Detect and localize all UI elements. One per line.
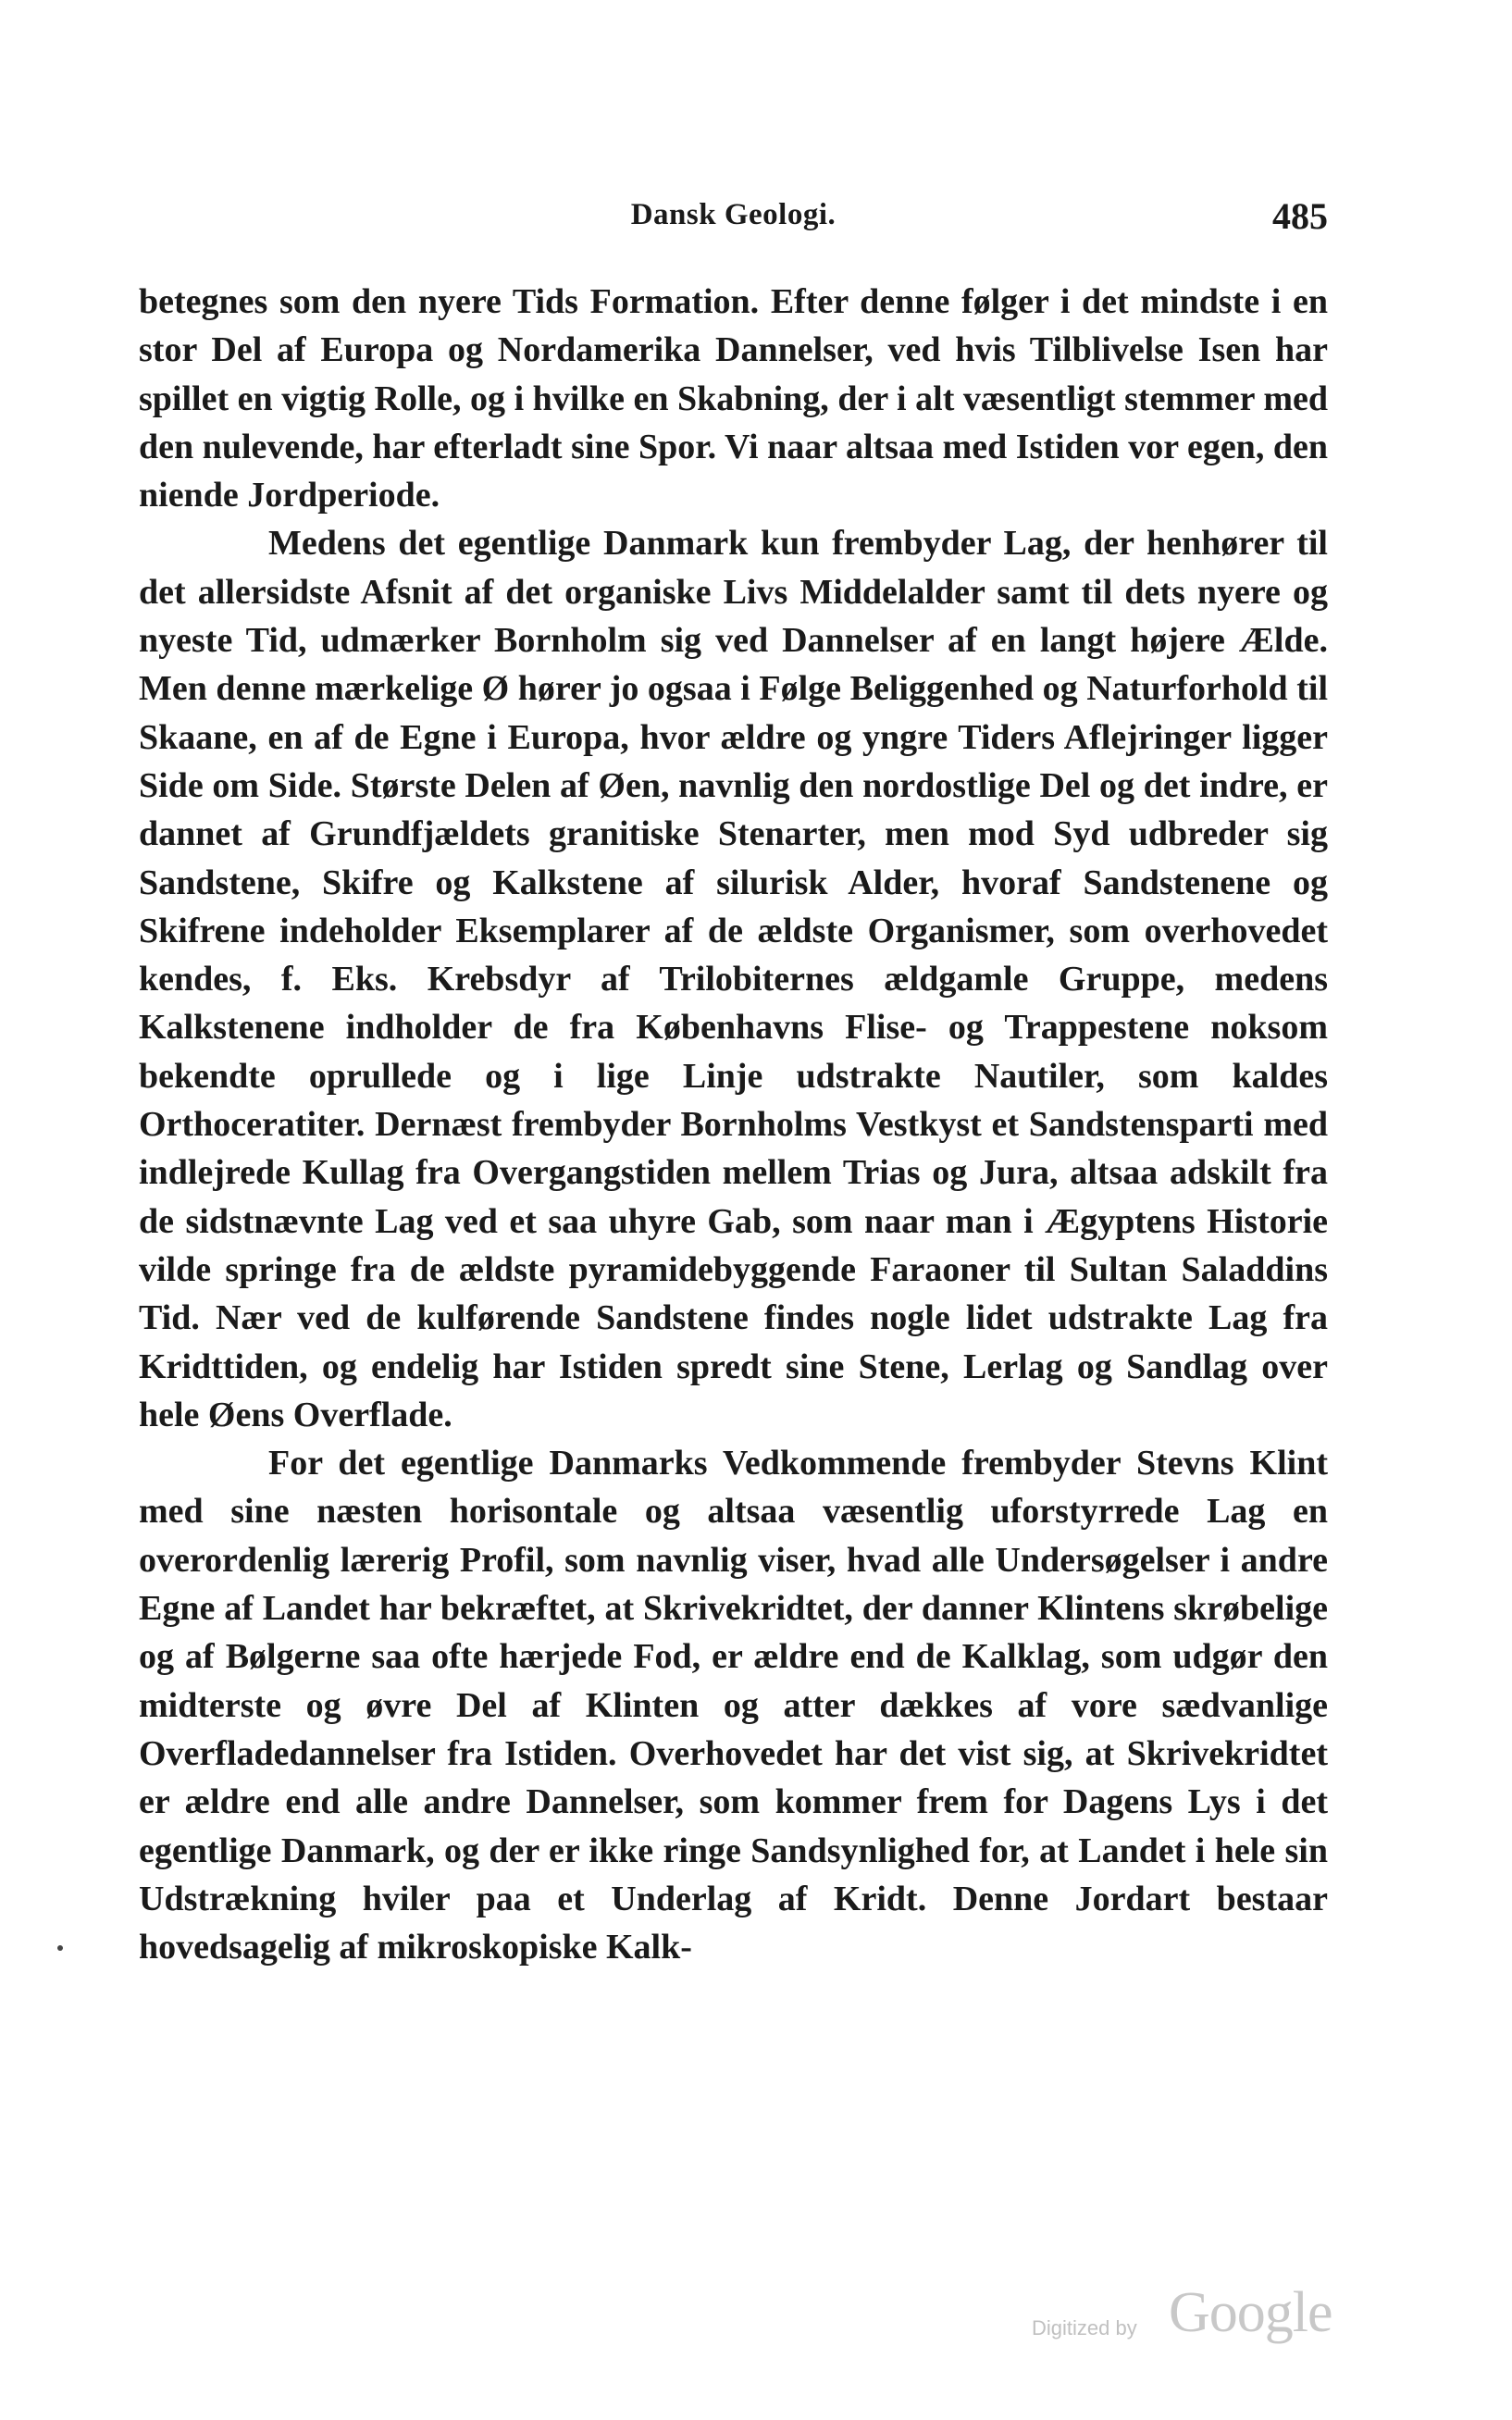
margin-dot-mark xyxy=(57,1945,63,1951)
google-logo: Google xyxy=(1169,2281,1332,2344)
digitized-by-label: Digitized by xyxy=(1032,2316,1137,2339)
running-title: Dansk Geologi. xyxy=(630,198,837,231)
paragraph-3: For det egentlige Danmarks Vedkommende frembyder Stevns Klint med sine næsten horisontale og altsaa væsentlig uforstyrrede Lag en overordenlig lærerig Profil, som navnlig viser, hvad alle Undersøgelser i andre Egne af Landet har bekræftet, at Skrivekridtet, der danner Klintens skrøbelige og af Bølgerne saa ofte hærjede Fod, er ældre end de Kalklag, som udgør den midterste og øvre Del af Klinten og atter dækkes af vore sædvanlige Overfladedannelser fra Istiden. Overhovedet har det vist sig, at Skrivekridtet er ældre end alle andre Dannelser, som kommer frem for Dagens Lys i det egentlige Danmark, og der er ikke ringe Sandsynlighed for, at Landet i hele sin Udstrækning hviler paa et Underlag af Kridt. Denne Jordart bestaar hovedsagelig af mikroskopiske Kalk- xyxy=(139,1444,1328,1967)
page-number: 485 xyxy=(1272,195,1328,237)
page-header xyxy=(139,185,1328,241)
paragraph-1: betegnes som den nyere Tids Formation. Efter denne følger i det mindste i en stor Del af Europa og Nordamerika Dannelser, ved hvis Tilblivelse Isen har spillet en vigtig Rolle, og i hvilke en Skabning, der i alt væsentligt stemmer med den nulevende, har efterladt sine Spor. Vi naar altsaa med Istiden vor egen, den niende Jordperiode. xyxy=(139,282,1328,515)
paragraph-2: Medens det egentlige Danmark kun frembyder Lag, der henhører til det allersidste Afsnit af det organiske Livs Middelalder samt til dets nyere og nyeste Tid, udmærker Bornholm sig ved Dannelser af en langt højere Ælde. Men denne mærkelige Ø hører jo ogsaa i Følge Beliggenhed og Naturforhold til Skaane, en af de Egne i Europa, hvor ældre og yngre Tiders Aflejringer ligger Side om Side. Største Delen af Øen, navnlig den nordostlige Del og det indre, er dannet af Grundfjældets granitiske Stenarter, men mod Syd udbreder sig Sandstene, Skifre og Kalkstene af silurisk Alder, hvoraf Sandstenene og Skifrene indeholder Eksemplarer af de ældste Organismer, som overhovedet kendes, f. Eks. Krebsdyr af Trilobiternes ældgamle Gruppe, medens Kalkstenene indholder de fra Københavns Flise- og Trappestene noksom bekendte oprullede og i lige Linje udstrakte Nautiler, som kaldes Orthoceratiter. Dernæst frembyder Bornholms Vestkyst et Sandstensparti med indlejrede Kullag fra Overgangstiden mellem Trias og Jura, altsaa adskilt fra de sidstnævnte Lag ved et saa uhyre Gab, som naar man i Ægyptens Historie vilde springe fra de ældste pyramidebyggende Faraoner til Sultan Saladdins Tid. Nær ved de kulførende Sandstene findes nogle lidet udstrakte Lag fra Kridttiden, og endelig har Istiden spredt sine Stene, Lerlag og Sandlag over hele Øens Overflade. xyxy=(139,524,1328,1434)
body-text xyxy=(139,278,1328,1971)
digitization-footer xyxy=(1032,2272,1365,2346)
